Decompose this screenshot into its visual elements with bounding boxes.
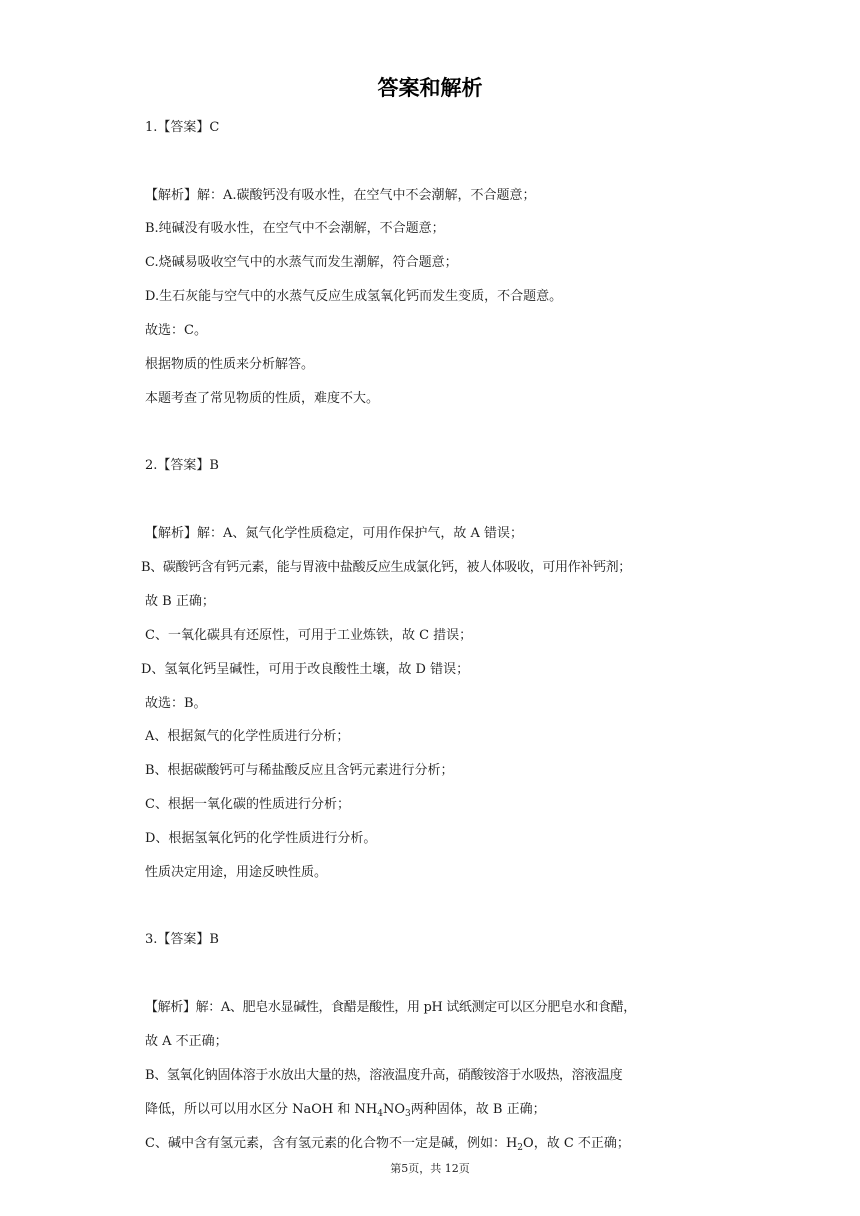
q3-analysis-line-3: B、氢氧化钠固体溶于水放出大量的热，溶液温度升高，硝酸铵溶于水吸热，溶液温度	[145, 1068, 623, 1083]
q2-analysis-line-1: 【解析】解：A、氮气化学性质稳定，可用作保护气，故 A 错误；	[145, 526, 524, 541]
q1-analysis-line-7: 本题考查了常见物质的性质，难度不大。	[145, 391, 380, 406]
page-footer: 第5页，共 12页	[390, 1162, 470, 1175]
q3-line4-text-c: 两种固体，故 B 正确；	[410, 1102, 546, 1117]
q2-analysis-line-3: 故 B 正确；	[145, 594, 215, 609]
q3-analysis-line-5	[145, 1135, 630, 1153]
q3-line5-subscript-2: 2	[517, 1143, 524, 1153]
q3-line5-text-b: O，故 C 不正确；	[523, 1136, 630, 1151]
q3-analysis-line-1: 【解析】解：A、肥皂水显碱性，食醋是酸性，用 pH 试纸测定可以区分肥皂水和食醋，	[145, 1000, 636, 1015]
q3-answer-line: 3.【答案】B	[145, 932, 219, 947]
q1-analysis-line-1: 【解析】解：A.碳酸钙没有吸水性，在空气中不会潮解，不合题意；	[145, 188, 536, 203]
q2-analysis-line-2: B、碳酸钙含有钙元素，能与胃液中盐酸反应生成氯化钙，被人体吸收，可用作补钙剂；	[141, 560, 631, 575]
q3-analysis-line-2: 故 A 不正确；	[145, 1034, 228, 1049]
q2-analysis-line-10: D、根据氢氧化钙的化学性质进行分析。	[145, 831, 377, 846]
q3-analysis-line-4	[145, 1101, 546, 1119]
q2-analysis-line-6: 故选：B。	[145, 696, 207, 711]
q1-analysis-line-2: B.纯碱没有吸水性，在空气中不会潮解，不合题意；	[145, 221, 445, 236]
q3-line5-text-a: C、碱中含有氢元素，含有氢元素的化合物不一定是碱，例如：H	[145, 1136, 518, 1151]
q2-analysis-line-8: B、根据碳酸钙可与稀盐酸反应且含钙元素进行分析；	[145, 763, 454, 778]
q2-answer-line: 2.【答案】B	[145, 458, 219, 473]
q3-line4-subscript-4: 4	[377, 1109, 383, 1119]
q1-analysis-line-5: 故选：C。	[145, 323, 207, 338]
q3-line4-text-b: NO	[382, 1102, 406, 1117]
q1-answer-line: 1.【答案】C	[145, 120, 220, 135]
q3-line4-text-a: 降低，所以可以用水区分 NaOH 和 NH	[145, 1102, 378, 1117]
page-title: 答案和解析	[377, 76, 483, 100]
q2-analysis-line-11: 性质决定用途，用途反映性质。	[145, 865, 328, 880]
q1-analysis-line-4: D.生石灰能与空气中的水蒸气反应生成氢氧化钙而发生变质，不合题意。	[145, 289, 563, 304]
q2-analysis-line-9: C、根据一氧化碳的性质进行分析；	[145, 797, 350, 812]
q2-analysis-line-7: A、根据氮气的化学性质进行分析；	[145, 729, 350, 744]
q2-analysis-line-4: C、一氧化碳具有还原性，可用于工业炼铁，故 C 措误；	[145, 628, 473, 643]
q1-analysis-line-3: C.烧碱易吸收空气中的水蒸气而发生潮解，符合题意；	[145, 255, 458, 270]
q3-line4-subscript-3: 3	[405, 1109, 411, 1119]
q2-analysis-line-5: D、氢氧化钙呈碱性，可用于改良酸性土壤，故 D 错误；	[141, 662, 470, 677]
q1-analysis-line-6: 根据物质的性质来分析解答。	[145, 357, 315, 372]
